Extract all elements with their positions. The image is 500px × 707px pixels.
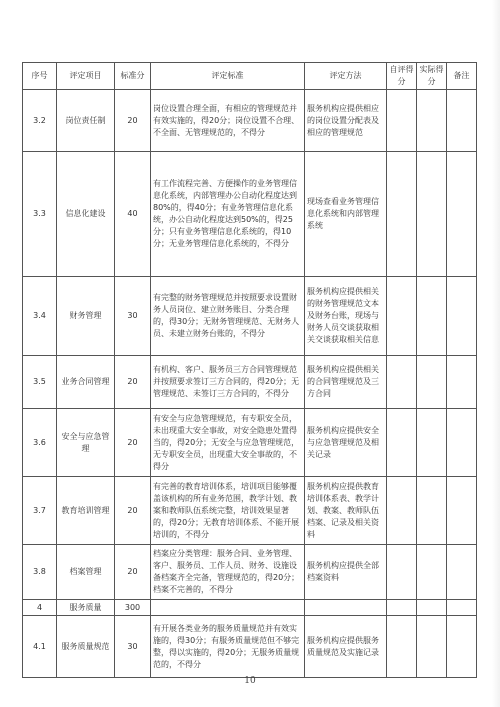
row-standard: 档案应分类管理：服务合同、业务管理、客户、服务员、工作人员、财务、设施设备档案齐全完备，管理规范的，得20分；档案不完善的，不得分 xyxy=(151,545,305,600)
row-no: 3.5 xyxy=(23,356,57,409)
row-self-score xyxy=(387,277,417,356)
row-remarks xyxy=(447,616,477,678)
row-item: 业务合同管理 xyxy=(57,356,115,409)
row-no: 3.7 xyxy=(23,477,57,545)
row-item: 安全与应急管理 xyxy=(57,409,115,477)
row-standard: 有机构、客户、服务员三方合同管理规范并按照要求签订三方合同的，得20分；无管理规范、未签订三方合同的，不得分 xyxy=(151,356,305,409)
evaluation-table xyxy=(22,62,477,678)
row-method: 服务机构应提供安全与应急管理规范及相关记录 xyxy=(305,409,387,477)
row-no: 3.4 xyxy=(23,277,57,356)
row-self-score xyxy=(387,545,417,600)
row-no: 3.6 xyxy=(23,409,57,477)
row-no: 3.2 xyxy=(23,90,57,152)
table-row xyxy=(23,152,477,277)
row-method: 服务机构应提供相应的岗位设置分配表及相应的管理规范 xyxy=(305,90,387,152)
table-row xyxy=(23,277,477,356)
row-item: 服务质量 xyxy=(57,600,115,616)
header-self-score: 自评得分 xyxy=(387,63,417,90)
table-row xyxy=(23,409,477,477)
row-no: 4 xyxy=(23,600,57,616)
row-score: 20 xyxy=(115,477,151,545)
row-no: 3.3 xyxy=(23,152,57,277)
row-actual-score xyxy=(417,477,447,545)
header-remarks: 备注 xyxy=(447,63,477,90)
row-remarks xyxy=(447,356,477,409)
row-standard: 有工作流程完善、方便操作的业务管理信息化系统，内部管理办公自动化程度达到80%的，得40分；有业务管理信息化系统，办公自动化程度达到50%的，得25分；只有业务管理信息化系统的，得10分；无业务管理信息化系统的，不得分 xyxy=(151,152,305,277)
row-score: 20 xyxy=(115,409,151,477)
row-remarks xyxy=(447,600,477,616)
row-standard: 有开展各类业务的服务质量规范并有效实施的，得30分；有服务质量规范但不够完整，得以实施的，得20分；无服务质量规范的，不得分 xyxy=(151,616,305,678)
row-self-score xyxy=(387,152,417,277)
row-item: 财务管理 xyxy=(57,277,115,356)
header-standard: 评定标准 xyxy=(151,63,305,90)
page-number: 10 xyxy=(244,676,256,686)
row-actual-score xyxy=(417,545,447,600)
header-method: 评定方法 xyxy=(305,63,387,90)
header-score: 标准分 xyxy=(115,63,151,90)
row-self-score xyxy=(387,409,417,477)
row-score: 20 xyxy=(115,545,151,600)
row-actual-score xyxy=(417,277,447,356)
row-remarks xyxy=(447,277,477,356)
row-actual-score xyxy=(417,600,447,616)
row-self-score xyxy=(387,477,417,545)
row-method: 服务机构应提供全部档案资料 xyxy=(305,545,387,600)
row-actual-score xyxy=(417,90,447,152)
row-method: 服务机构应提供相关的合同管理规范及三方合同 xyxy=(305,356,387,409)
table-row xyxy=(23,616,477,678)
row-remarks xyxy=(447,477,477,545)
row-remarks xyxy=(447,152,477,277)
row-actual-score xyxy=(417,409,447,477)
header-item: 评定项目 xyxy=(57,63,115,90)
row-remarks xyxy=(447,409,477,477)
table-row xyxy=(23,600,477,616)
row-self-score xyxy=(387,600,417,616)
row-standard: 有完善的教育培训体系，培训项目能够覆盖该机构的所有业务范围，教学计划、教案和教师队伍系统完整，培训效果显著的，得20分；无教育培训体系、不能开展培训的，不得分 xyxy=(151,477,305,545)
table-header-row xyxy=(23,63,477,90)
row-score: 30 xyxy=(115,616,151,678)
row-no: 3.8 xyxy=(23,545,57,600)
row-standard: 有安全与应急管理规范，有专职安全员，未出现重大安全事故，对安全隐患处置得当的，得20分；无安全与应急管理规范，无专职安全员，出现重大安全事故的，不得分 xyxy=(151,409,305,477)
row-actual-score xyxy=(417,152,447,277)
row-item: 岗位责任制 xyxy=(57,90,115,152)
row-item: 档案管理 xyxy=(57,545,115,600)
row-score: 20 xyxy=(115,90,151,152)
table-row xyxy=(23,477,477,545)
row-self-score xyxy=(387,616,417,678)
header-no: 序号 xyxy=(23,63,57,90)
row-actual-score xyxy=(417,356,447,409)
scan-edge-shadow xyxy=(492,0,500,707)
row-item: 教育培训管理 xyxy=(57,477,115,545)
row-item: 服务质量规范 xyxy=(57,616,115,678)
row-remarks xyxy=(447,545,477,600)
row-remarks xyxy=(447,90,477,152)
row-standard: 有完整的财务管理规范并按照要求设置财务人员岗位、建立财务账目、分类合理的，得30分；无财务管理规范、无财务人员、未建立财务台账的，不得分 xyxy=(151,277,305,356)
header-actual-score: 实际得分 xyxy=(417,63,447,90)
table-row xyxy=(23,90,477,152)
row-score: 20 xyxy=(115,356,151,409)
row-actual-score xyxy=(417,616,447,678)
row-method: 现场查看业务管理信息化系统和内部管理系统 xyxy=(305,152,387,277)
row-method xyxy=(305,600,387,616)
row-item: 信息化建设 xyxy=(57,152,115,277)
table-row xyxy=(23,356,477,409)
row-score: 300 xyxy=(115,600,151,616)
row-method: 服务机构应提供服务质量规范及实施记录 xyxy=(305,616,387,678)
row-score: 40 xyxy=(115,152,151,277)
table-row xyxy=(23,545,477,600)
row-self-score xyxy=(387,90,417,152)
row-standard: 岗位设置合理全面，有相应的管理规范并有效实施的，得20分；岗位设置不合理、不全面、无管理规范的，不得分 xyxy=(151,90,305,152)
row-method: 服务机构应提供教育培训体系表、教学计划、教案、教师队伍档案、记录及相关资料 xyxy=(305,477,387,545)
row-self-score xyxy=(387,356,417,409)
row-standard xyxy=(151,600,305,616)
row-no: 4.1 xyxy=(23,616,57,678)
row-score: 30 xyxy=(115,277,151,356)
row-method: 服务机构应提供相关的财务管理规范文本及财务台账，现场与财务人员交谈获取相关交谈获取相关信息 xyxy=(305,277,387,356)
